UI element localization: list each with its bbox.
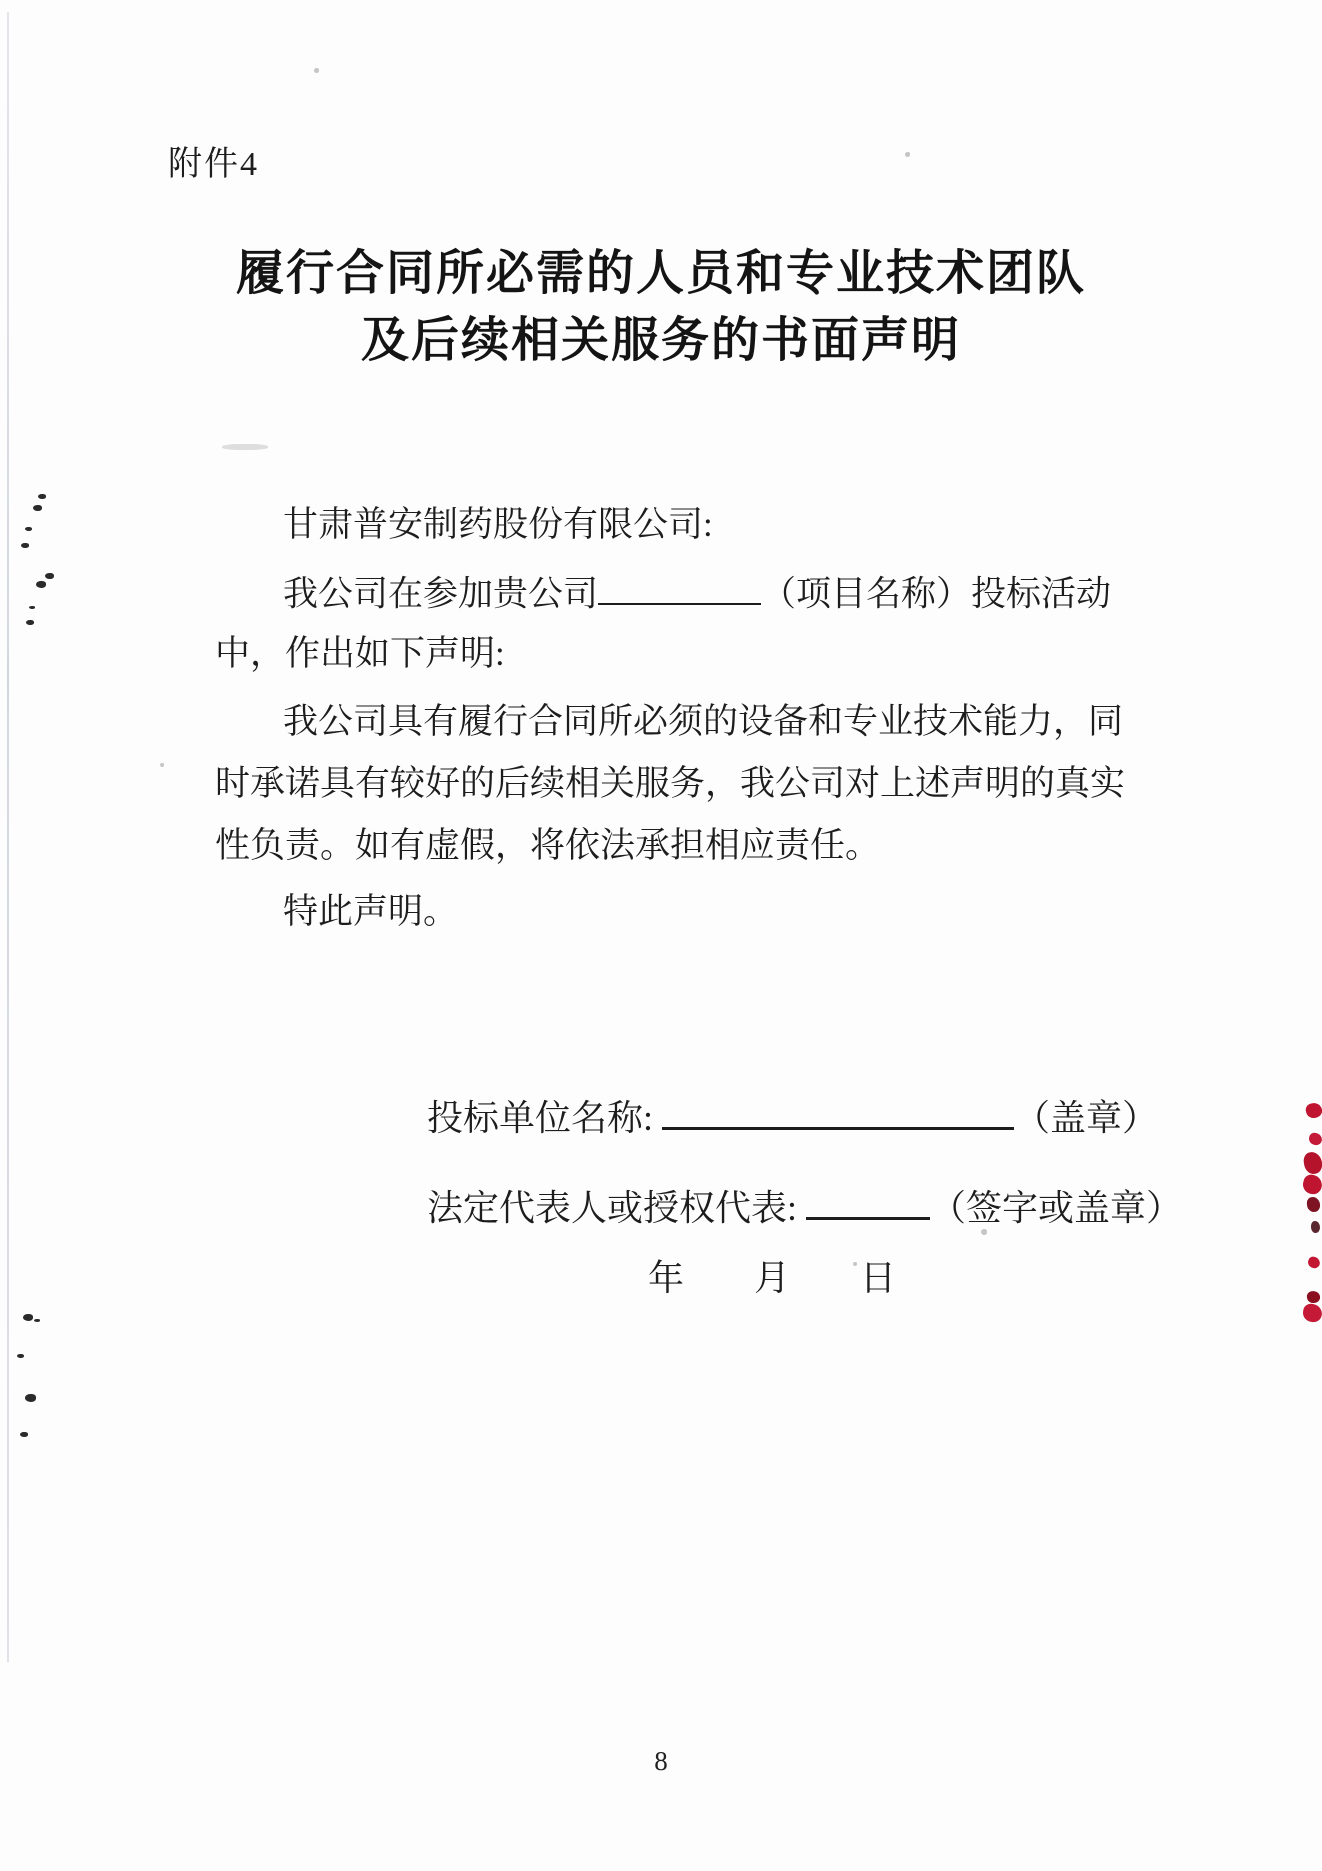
dark-speck: [34, 1319, 40, 1322]
bidder-name-label: 投标单位名称:: [427, 1098, 654, 1139]
red-ink-mark: [1302, 1303, 1322, 1323]
dark-speck: [17, 1354, 24, 1358]
faint-speck: [853, 1262, 857, 1266]
seal-note: （盖章）: [1014, 1098, 1159, 1139]
dark-speck: [21, 543, 29, 548]
attachment-label: 附件4: [168, 146, 259, 183]
red-ink-mark: [1306, 1196, 1320, 1212]
title-line-1: 履行合同所必需的人员和专业技术团队: [235, 247, 1086, 300]
salutation-line: 甘肃普安制药股份有限公司:: [283, 505, 713, 544]
page-number: 8: [654, 1746, 668, 1776]
dark-speck: [26, 620, 34, 625]
red-ink-mark: [1306, 1255, 1321, 1269]
date-month-label: 月: [754, 1258, 791, 1298]
bidder-name-blank: [662, 1093, 1014, 1130]
dark-speck: [33, 505, 42, 511]
legal-representative-blank: [806, 1183, 930, 1220]
faint-speck: [905, 152, 910, 157]
date-year-label: 年: [648, 1258, 685, 1298]
date-day-label: 日: [860, 1258, 897, 1298]
dark-speck: [25, 527, 32, 531]
project-line: [283, 570, 1111, 615]
red-ink-mark: [1303, 1151, 1322, 1175]
red-ink-mark: [1301, 1173, 1322, 1196]
project-line-post: （项目名称）投标活动: [761, 574, 1112, 614]
dark-speck: [25, 1394, 36, 1402]
project-line-pre: 我公司在参加贵公司: [283, 574, 599, 614]
red-ink-mark: [1311, 1221, 1320, 1233]
legal-representative-line: [427, 1183, 1182, 1230]
faint-speck: [314, 68, 319, 73]
project-name-blank: [598, 570, 761, 605]
document-title: [0, 240, 1322, 374]
body-line-7: 特此声明。: [283, 892, 459, 931]
title-line-2: 及后续相关服务的书面声明: [360, 314, 961, 367]
bidder-name-line: [427, 1093, 1158, 1140]
body-line-5: 时承诺具有较好的后续相关服务，我公司对上述声明的真实: [215, 764, 1126, 803]
dark-speck: [45, 573, 54, 579]
dark-speck: [23, 1314, 33, 1321]
body-line-4: 我公司具有履行合同所必须的设备和专业技术能力，同: [283, 702, 1124, 741]
dark-speck: [36, 581, 46, 588]
legal-representative-label: 法定代表人或授权代表:: [427, 1188, 798, 1229]
red-ink-mark: [1308, 1132, 1322, 1146]
smudge: [222, 444, 268, 450]
dark-speck: [38, 494, 46, 499]
dark-speck: [20, 1432, 28, 1437]
sign-or-seal-note: （签字或盖章）: [930, 1188, 1183, 1229]
faint-speck: [160, 763, 164, 767]
faint-speck: [981, 1229, 987, 1235]
body-line-6: 性负责。如有虚假，将依法承担相应责任。: [215, 826, 881, 865]
dark-speck: [29, 606, 35, 609]
date-line: [648, 1250, 896, 1301]
red-ink-mark: [1304, 1101, 1322, 1120]
red-ink-mark: [1306, 1290, 1321, 1304]
body-line-3: 中，作出如下声明:: [215, 634, 505, 673]
